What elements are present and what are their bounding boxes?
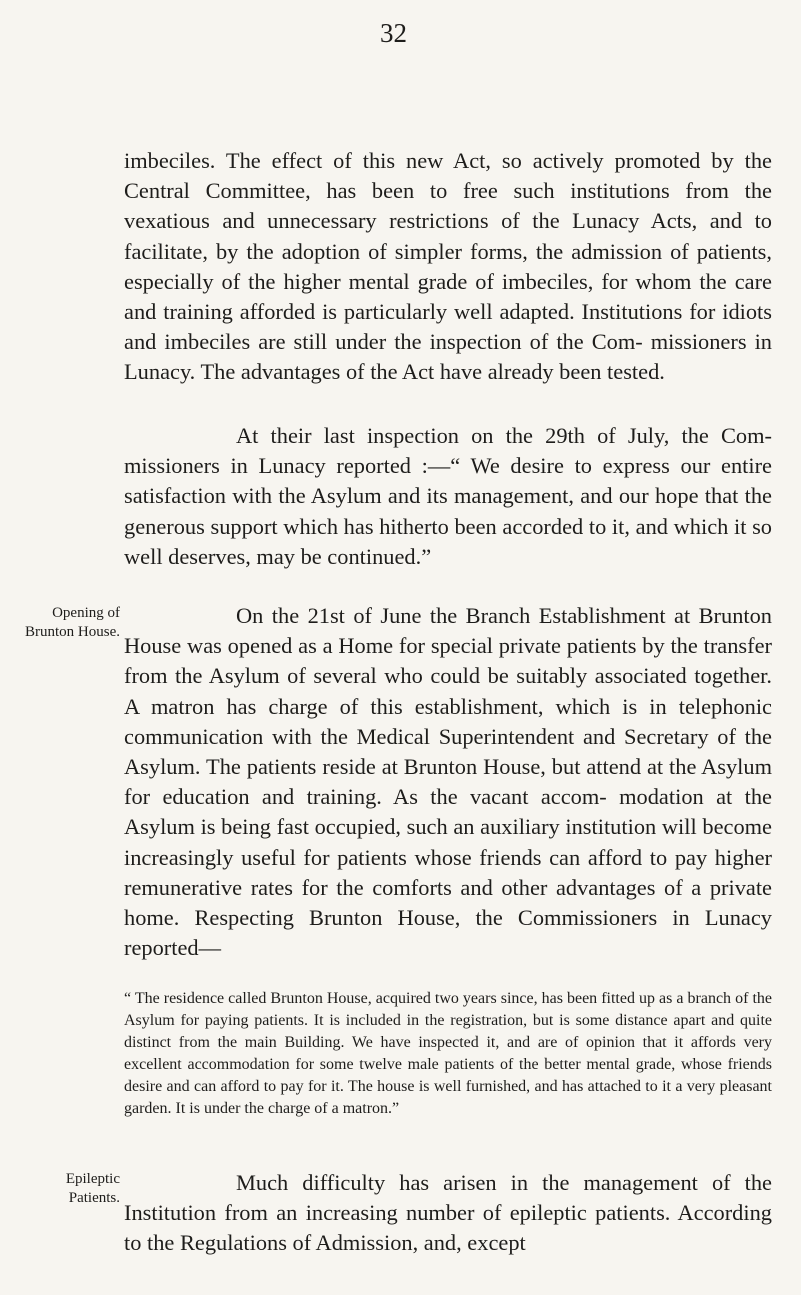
margin-note-line: Opening of bbox=[52, 605, 120, 621]
paragraph-inspection-report: At their last inspection on the 29th of July, the Com- missioners in Lunacy reported :—“ We desire to express our entire satisfaction with the Asylum and its management, and our hope that the generous support which has hitherto been accorded to it, and which it so well deserves, may be continued.” bbox=[124, 423, 772, 569]
margin-note-opening-of-brunton-house bbox=[0, 604, 120, 642]
margin-note-epileptic-patients bbox=[0, 1170, 120, 1208]
paragraph-act-effect: imbeciles. The effect of this new Act, so actively promoted by the Central Committee, has been to free such institutions from the vexatious and unnecessary restrictions of the Lunacy Acts, and to facilitate, by the adoption of simpler forms, the admission of patients, especially of the higher mental grade of imbeciles, for whom the care and training afforded is particularly well adapted. Institutions for idiots and imbeciles are still under the inspection of the Com- missioners in Lunacy. The advantages of the Act have already been tested. bbox=[124, 148, 772, 385]
quoted-commissioners-report: “ The residence called Brunton House, acquired two years since, has been fitted up as a branch of the Asylum for paying patients. It is included in the registration, but is some distance apart and quite distinct from the main Building. We have inspected it, and are of opinion that it affords very excellent accommodation for some twelve male patients of the better mental grade, whose friends desire and can afford to pay for it. The house is well furnished, and has attached to it a very pleasant garden. It is under the charge of a matron.” bbox=[124, 990, 772, 1117]
margin-note-line: Epileptic bbox=[65, 1171, 120, 1187]
margin-note-line: Patients. bbox=[68, 1190, 120, 1206]
page-number: 32 bbox=[380, 18, 407, 48]
paragraph-brunton-house: On the 21st of June the Branch Establishment at Brunton House was opened as a Home for special private patients by the transfer from the Asylum of several who could be suitably associated together. A matron has charge of this establishment, which is in telephonic communication with the Medical Superintendent and Secretary of the Asylum. The patients reside at Brunton House, but attend at the Asylum for education and training. As the vacant accom- modation at the Asylum is being fast occupied, such an auxiliary institution will become increasingly useful for patients whose friends can afford to pay higher remunerative rates for the comforts and other advantages of a private home. Respecting Brunton House, the Commissioners in Lunacy reported— bbox=[124, 603, 772, 961]
margin-note-line: Brunton House. bbox=[25, 624, 120, 640]
paragraph-epileptic-patients: Much difficulty has arisen in the management of the Institution from an increasing number of epileptic patients. According to the Regulations of Admission, and, except bbox=[124, 1170, 772, 1256]
